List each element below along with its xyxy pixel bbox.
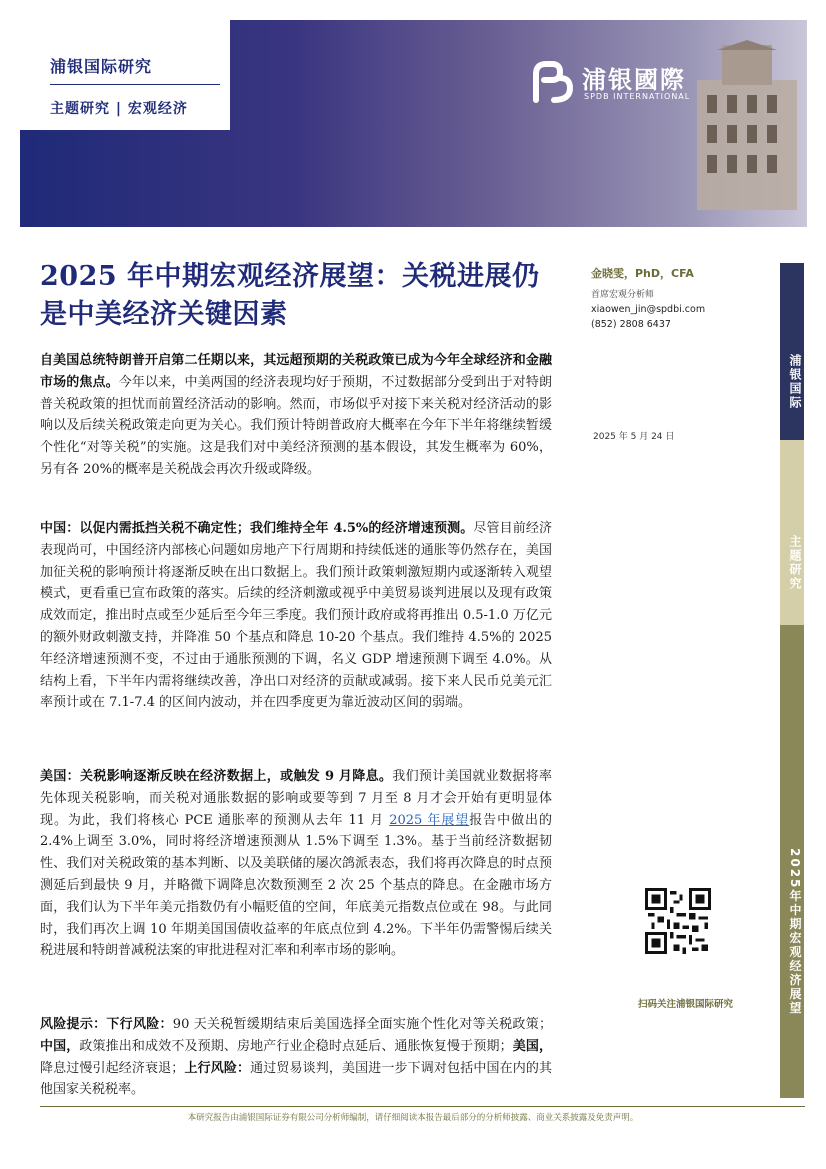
risk-downside: 90 天关税暂缓期结束后美国选择全面实施个性化对等关税政策； bbox=[172, 1017, 552, 1032]
risk-china: 政策推出和成效不及预期、房地产行业企稳时点延后、通胀恢复慢于预期； bbox=[79, 1038, 513, 1054]
qr-caption: 扫码关注浦银国际研究 bbox=[637, 999, 733, 1010]
us-lead: 美国：关税影响逐渐反映在经济数据上，或触发 9 月降息。 bbox=[40, 769, 393, 784]
author-name: 金晓雯，PhD，CFA bbox=[591, 267, 694, 280]
author-role: 首席宏观分析师 bbox=[591, 290, 655, 300]
report-date: 2025 年 5 月 24 日 bbox=[593, 432, 675, 442]
risk-upside-lead: 上行风险： bbox=[184, 1060, 251, 1076]
author-email[interactable]: xiaowen_jin@spdbi.com bbox=[591, 304, 706, 315]
report-title: 2025 年中期宏观经济展望：关税进展仍是中美经济关键因素 bbox=[40, 261, 540, 330]
risk-china-lead: 中国， bbox=[40, 1038, 80, 1054]
us-body-b: 报告中做出的 2.4%上调至 3.0%，同时将经济增速预测从 1.5%下调至 1.3%。基于当前经济数据韧性、我们对关税政策的基本判断、以及美联储的屡次鸽派表态，我们将再次降息的时点预测延后到最快 9 月，并略微下调降息次数预测至 2 次 25 个基点的降息。在金融市场方面，我们认为下半年美元指数仍有小幅贬值的空间，年底美元指数点位或在 98。与此同时，我们再次上调 10 年期美国国债收益率的年底点位到 4.2%。下半年仍需警惕后续关税进展和特朗普减税法案的审批进程对汇率和利率市场的影响。 bbox=[40, 812, 552, 959]
author-phone: (852) 2808 6437 bbox=[591, 319, 671, 330]
report-section: 主题研究 | 宏观经济 bbox=[50, 101, 188, 117]
side-tab-title: 2025年中期宏观经济展望 bbox=[780, 625, 804, 1098]
company-logo bbox=[530, 60, 807, 110]
risk-lead: 风险提示：下行风险： bbox=[40, 1017, 173, 1032]
risk-upside: 通过贸易谈判，美国进一步下调对包括中国在内的其他国家关税税率。 bbox=[40, 1060, 552, 1098]
risk-us: 降息过慢引起经济衰退； bbox=[40, 1060, 185, 1076]
us-paragraph bbox=[40, 766, 552, 962]
brand-divider bbox=[50, 84, 220, 85]
logo-text-cn: 浦银國際 bbox=[582, 66, 686, 94]
summary-body: 今年以来，中美两国的经济表现均好于预期，不过数据部分受到出于对特朗普关税政策的担忧而前置经济活动的影响。然而，市场似乎对接下来关税对经济活动的影响以及后续关税政策走向更为关心。我们预计特朗普政府大概率在今年下半年将继续暂缓个性化“对等关税”的实施。这是我们对中美经济预测的基本假设，其发生概率为 60%，另有各 20%的概率是关税战会再次升级或降级。 bbox=[40, 374, 552, 477]
footer-disclaimer: 本研究报告由浦银国际证券有限公司分析师编制，请仔细阅读本报告最后部分的分析师披露、商业关系披露及免责声明。 bbox=[187, 1113, 639, 1123]
logo-mark-icon bbox=[530, 60, 574, 104]
outlook-report-link[interactable]: 2025 年展望 bbox=[389, 812, 470, 828]
summary-lead: 自美国总统特朗普开启第二任期以来，其远超预期的关税政策已成为今年全球经济和金融市场的焦点。 bbox=[40, 353, 552, 390]
summary-paragraph bbox=[40, 350, 552, 481]
footer-divider bbox=[40, 1106, 805, 1107]
brand-name: 浦银国际研究 bbox=[50, 57, 153, 76]
qr-code-icon bbox=[645, 888, 711, 954]
logo-text-en: SPDB INTERNATIONAL bbox=[584, 92, 691, 101]
side-tab-type: 主题研究 bbox=[780, 440, 804, 625]
risk-paragraph bbox=[40, 1014, 552, 1101]
side-tab-brand: 浦银国际 bbox=[780, 263, 804, 440]
header-banner bbox=[20, 20, 807, 227]
china-lead: 中国：以促内需抵挡关税不确定性；我们维持全年 4.5%的经济增速预测。 bbox=[40, 521, 474, 536]
author-block bbox=[591, 265, 776, 330]
china-paragraph bbox=[40, 518, 552, 714]
china-body: 尽管目前经济表现尚可，中国经济内部核心问题如房地产下行周期和持续低迷的通胀等仍然存在，美国加征关税的影响预计将逐渐反映在出口数据上。我们预计政策刺激短期内或逐渐转入观望模式，更看重已宣布政策的落实。后续的经济刺激或视乎中美贸易谈判进展以及现有政策成效而定，推出时点或至少延后至今年三季度。我们预计政府或将再推出 0.5-1.0 万亿元的额外财政刺激支持，并降准 50 个基点和降息 10-20 个基点。我们维持 4.5%的 2025 年经济增速预测不变，不过由于通胀预测的下调，名义 GDP 增速预测下调至 4.0%。从结构上看，下半年内需将继续改善，净出口对经济的贡献或减弱。接下来人民币兑美元汇率预计或在 7.1-7.4 的区间内波动，并在四季度更为靠近波动区间的弱端。 bbox=[40, 521, 552, 711]
side-tab-bar bbox=[780, 263, 804, 1098]
us-body-a: 我们预计美国就业数据将率先体现关税影响，而关税对通胀数据的影响或要等到 7 月至 8 月才会开始有更明显体现。为此，我们将核心 PCE 通胀率的预测从去年 11 月 bbox=[40, 769, 552, 828]
risk-us-lead: 美国， bbox=[512, 1038, 552, 1054]
